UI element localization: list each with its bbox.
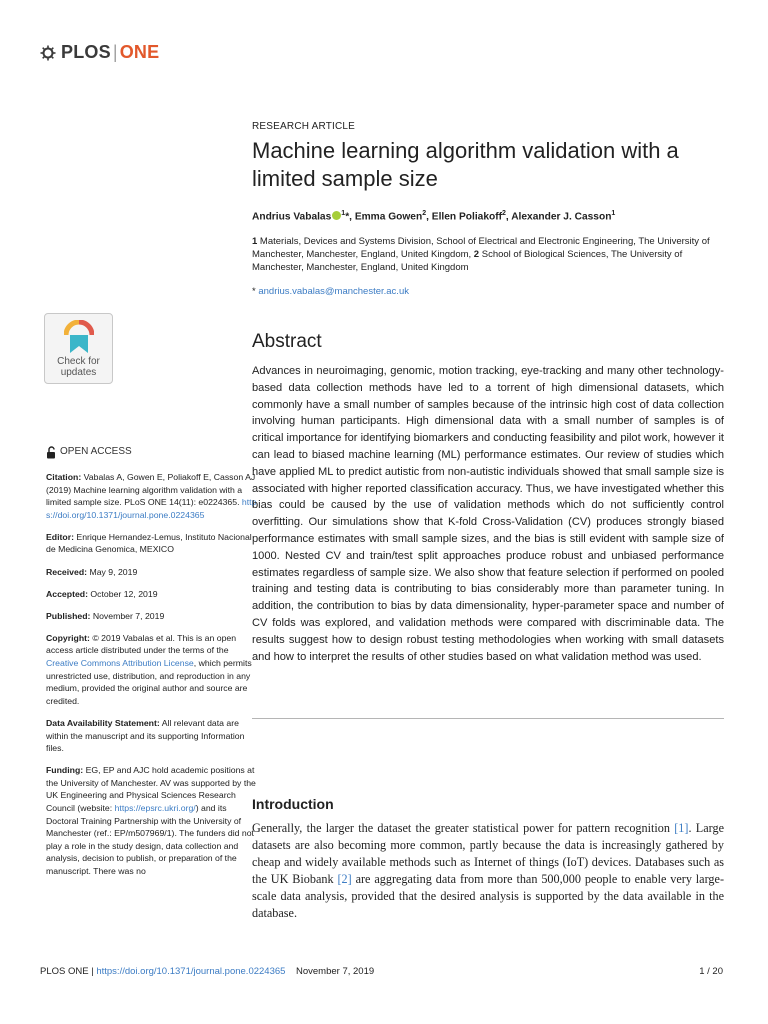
logo-plos: PLOS bbox=[61, 42, 111, 62]
author-name[interactable]: Andrius Vabalas bbox=[252, 211, 332, 223]
funding-link[interactable]: https://epsrc.ukri.org/ bbox=[114, 802, 196, 813]
editor-block: Editor: Enrique Hernandez-Lemus, Instituto Nacional de Medicina Genomica, MEXICO bbox=[46, 531, 252, 555]
published-block: Published: November 7, 2019 bbox=[46, 610, 165, 621]
author-name[interactable]: Ellen Poliakoff bbox=[431, 211, 502, 223]
affiliations: 1 Materials, Devices and Systems Division, School of Electrical and Electronic Engineering, The University of Manchester, Manchester, England, United Kingdom, 2 School of Biological Sciences, The University of Manchester, Manchester, England, United Kingdom bbox=[252, 236, 710, 273]
author-name[interactable]: Emma Gowen bbox=[354, 211, 423, 223]
open-lock-icon bbox=[46, 446, 56, 459]
article-title: Machine learning algorithm validation with a limited sample size bbox=[252, 138, 679, 191]
reference-link[interactable]: [1] bbox=[674, 821, 689, 835]
footer-journal: PLOS ONE | bbox=[40, 966, 97, 977]
citation-block: Citation: Vabalas A, Gowen E, Poliakoff E, Casson AJ (2019) Machine learning algorithm validation with a limited sample size. PLoS ONE 14(11): e0224365. https://doi.org/10.1371/journal.pone.0224365 bbox=[46, 472, 257, 520]
accepted-block: Accepted: October 12, 2019 bbox=[46, 588, 158, 599]
data-availability-block: Data Availability Statement: All relevant data are within the manuscript and its supporting Information files. bbox=[46, 717, 245, 754]
copyright-block: Copyright: © 2019 Vabalas et al. This is an open access article distributed under the terms of the Creative Commons Attribution License, which permits unrestricted use, distribution, and reproduction in any medium, provided the original author and source are credited. bbox=[46, 632, 252, 706]
funding-block: Funding: EG, EP and AJC hold academic positions at the University of Manchester. AV was supported by the UK Engineering and Physical Sciences Research Council (website: https://epsrc.ukri.org/) and its Doctoral Training Partnership with the University of Manchester (ref.: EP/m507969/1). The funders did not play a role in the study design, data collection and analysis, decision to publish, or preparation of the manuscript. There was no bbox=[46, 765, 256, 876]
article-metadata-sidebar bbox=[46, 446, 261, 887]
check-for-updates-badge[interactable] bbox=[44, 313, 113, 384]
footer-doi-link[interactable]: https://doi.org/10.1371/journal.pone.0224365 bbox=[96, 966, 286, 977]
author-name[interactable]: Alexander J. Casson bbox=[511, 211, 612, 223]
abstract-divider bbox=[252, 718, 724, 719]
author-list: Andrius Vabalas $^1$*, Emma Gowen$^2$, Ellen Poliakoff$^2$, Alexander J. Casson$^1$ bbox=[252, 210, 616, 223]
introduction-heading: Introduction bbox=[252, 796, 334, 812]
corresponding-email[interactable]: * andrius.vabalas@manchester.ac.uk bbox=[252, 286, 409, 297]
crossmark-icon bbox=[64, 320, 94, 354]
abstract-heading: Abstract bbox=[252, 331, 322, 352]
open-access-label bbox=[46, 446, 261, 459]
logo-separator: | bbox=[112, 42, 118, 62]
badge-line-1: Check for bbox=[57, 356, 100, 367]
open-access-text: OPEN ACCESS bbox=[60, 446, 132, 458]
license-link[interactable]: Creative Commons Attribution License bbox=[46, 658, 194, 669]
abstract-text: Advances in neuroimaging, genomic, motion tracking, eye-tracking and many other technology-based data collection methods have led to a torrent of high dimensional datasets, which commonly have a small number of samples because of the intrinsic high cost of data collection involving human participants. High dimensional data with a small number of samples is of critical importance for identifying biomarkers and conducting feasibility and pilot work, however it can lead to biased machine learning (ML) performance estimates. Our review of studies which have applied ML to predict autistic from non-autistic individuals showed that small sample size is associated with higher reported classification accuracy. Thus, we have investigated whether this bias could be caused by the use of validation methods which do not sufficiently control overfitting. Our simulations show that K-fold Cross-Validation (CV) produces strongly biased performance estimates with small sample sizes, and the bias is still evident with sample size of 1000. Nested CV and train/test split approaches produce robust and unbiased performance estimates regardless of sample size. We also show that feature selection if performed on pooled training and testing data is contributing to bias considerably more than parameter tuning. In addition, the contribution to bias by data dimensionality, hyper-parameter space and number of CV folds was explored, and validation methods were compared with discriminable data. The results suggest how to design robust testing methodologies when working with small datasets and how to interpret the results of other studies based on what validation method was used. bbox=[252, 365, 724, 663]
article-type: RESEARCH ARTICLE bbox=[252, 121, 356, 132]
badge-line-2: updates bbox=[60, 367, 97, 378]
introduction-text: Generally, the larger the dataset the greater statistical power for pattern recognition [1]. Large datasets are also becoming more common, partly because the data is increasingly gathered by cheap and widely available methods such as Internet of things (IoT) devices. Databases such as the UK Biobank [2] are aggregating data from more than 500,000 people to enable very large-scale data analysis, provided that the desired analysis is supported by the data available in the database. bbox=[252, 821, 724, 920]
email-link[interactable]: andrius.vabalas@manchester.ac.uk bbox=[255, 286, 409, 297]
orcid-icon[interactable] bbox=[332, 211, 341, 220]
citation-doi-link[interactable]: https://doi.org/10.1371/journal.pone.0224365 bbox=[46, 497, 257, 520]
reference-link[interactable]: [2] bbox=[337, 872, 352, 886]
page-footer bbox=[40, 966, 723, 977]
received-block: Received: May 9, 2019 bbox=[46, 566, 138, 577]
plos-logo-icon bbox=[40, 45, 56, 61]
logo-one: ONE bbox=[119, 42, 160, 62]
footer-date: November 7, 2019 bbox=[296, 966, 375, 977]
journal-logo bbox=[40, 42, 159, 63]
page-number: 1 / 20 bbox=[699, 966, 723, 977]
